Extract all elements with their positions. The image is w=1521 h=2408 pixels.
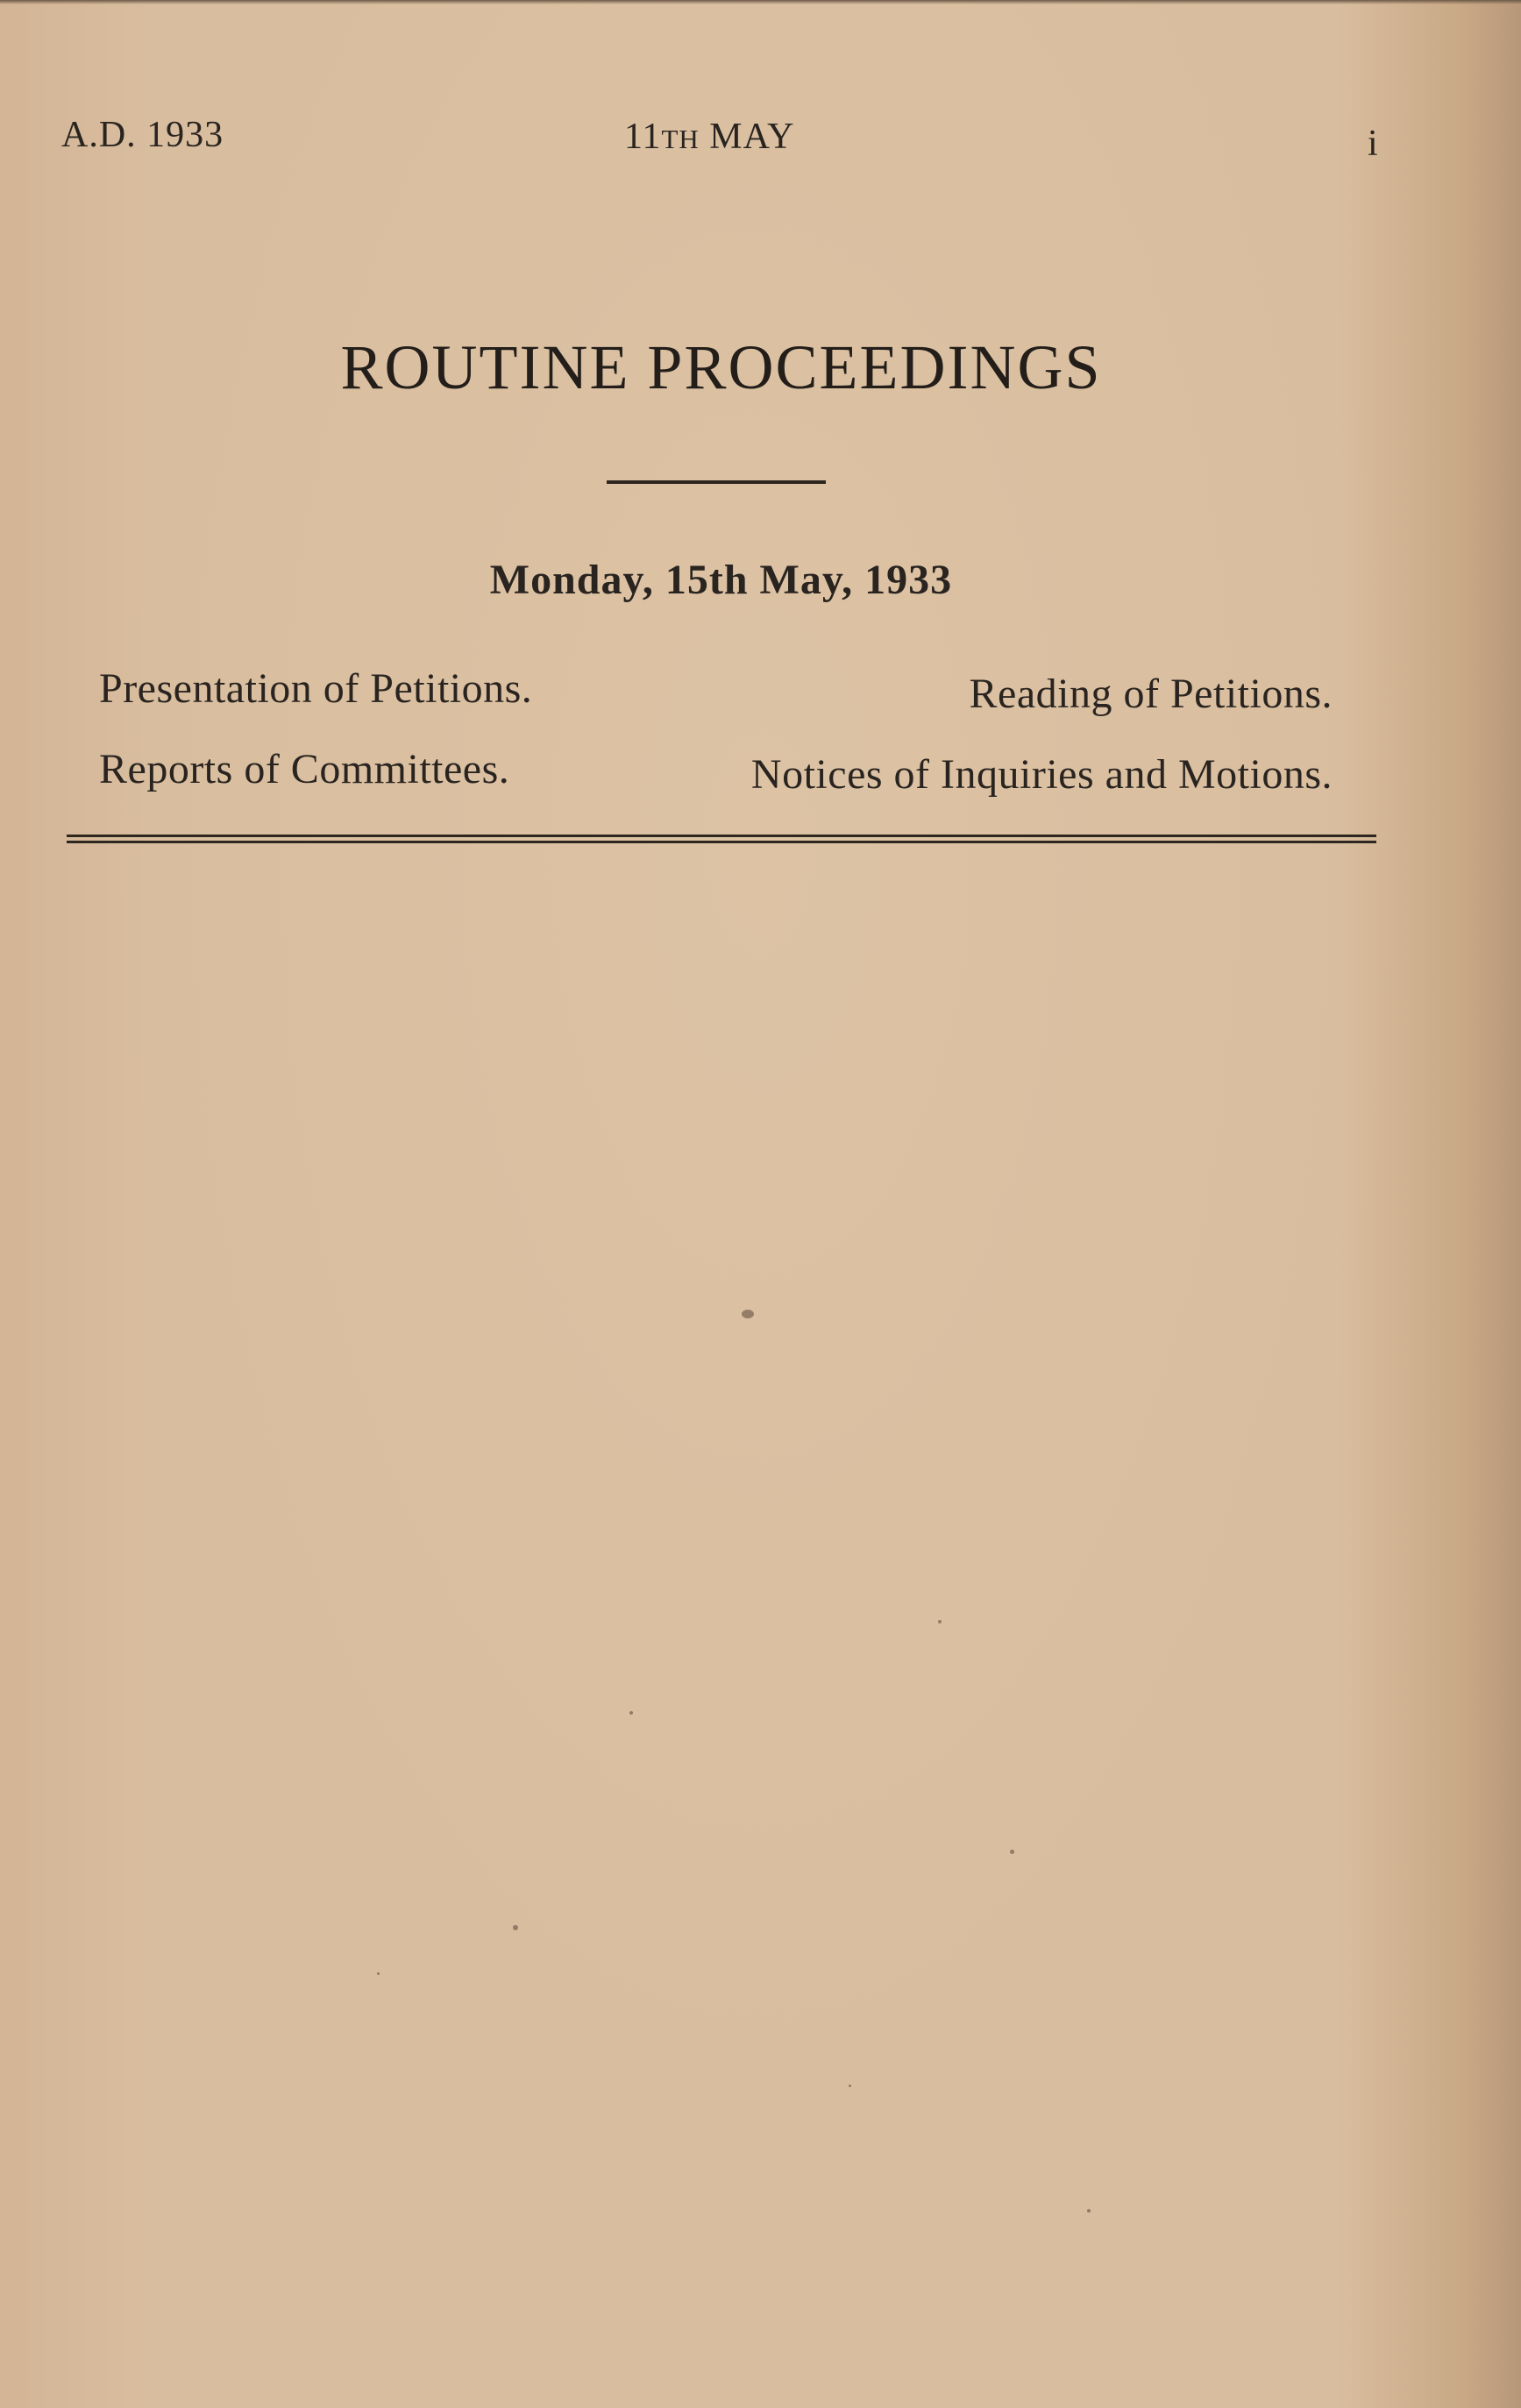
- page-title: ROUTINE PROCEEDINGS: [340, 332, 1102, 402]
- paper-speck: [938, 1620, 942, 1623]
- list-item-notices-of-inquiries: Notices of Inquiries and Motions.: [750, 751, 1333, 798]
- header-date-suffix: TH: [661, 124, 700, 154]
- paper-speck: [742, 1310, 754, 1318]
- paper-speck: [1010, 1850, 1014, 1854]
- list-item-presentation-of-petitions: Presentation of Petitions.: [99, 665, 533, 712]
- header-date-month: MAY: [709, 117, 795, 157]
- date-heading: Monday, 15th May, 1933: [489, 557, 953, 603]
- header-year: A.D. 1933: [61, 115, 224, 155]
- divider-line-lower: [67, 841, 1376, 843]
- header-date-day: 11: [624, 117, 662, 157]
- paper-speck: [513, 1925, 518, 1930]
- paper-speck: [1087, 2209, 1091, 2213]
- header-date: [624, 116, 794, 158]
- list-item-reading-of-petitions: Reading of Petitions.: [969, 671, 1333, 717]
- title-divider: [607, 480, 826, 484]
- list-item-reports-of-committees: Reports of Committees.: [99, 746, 510, 792]
- page-edge: [0, 0, 1521, 4]
- paper-speck: [377, 1972, 380, 1975]
- divider-line-upper: [67, 835, 1376, 837]
- paper-speck: [849, 2085, 851, 2087]
- section-double-divider: [67, 835, 1376, 843]
- page-number: i: [1368, 124, 1379, 164]
- paper-speck: [629, 1711, 633, 1715]
